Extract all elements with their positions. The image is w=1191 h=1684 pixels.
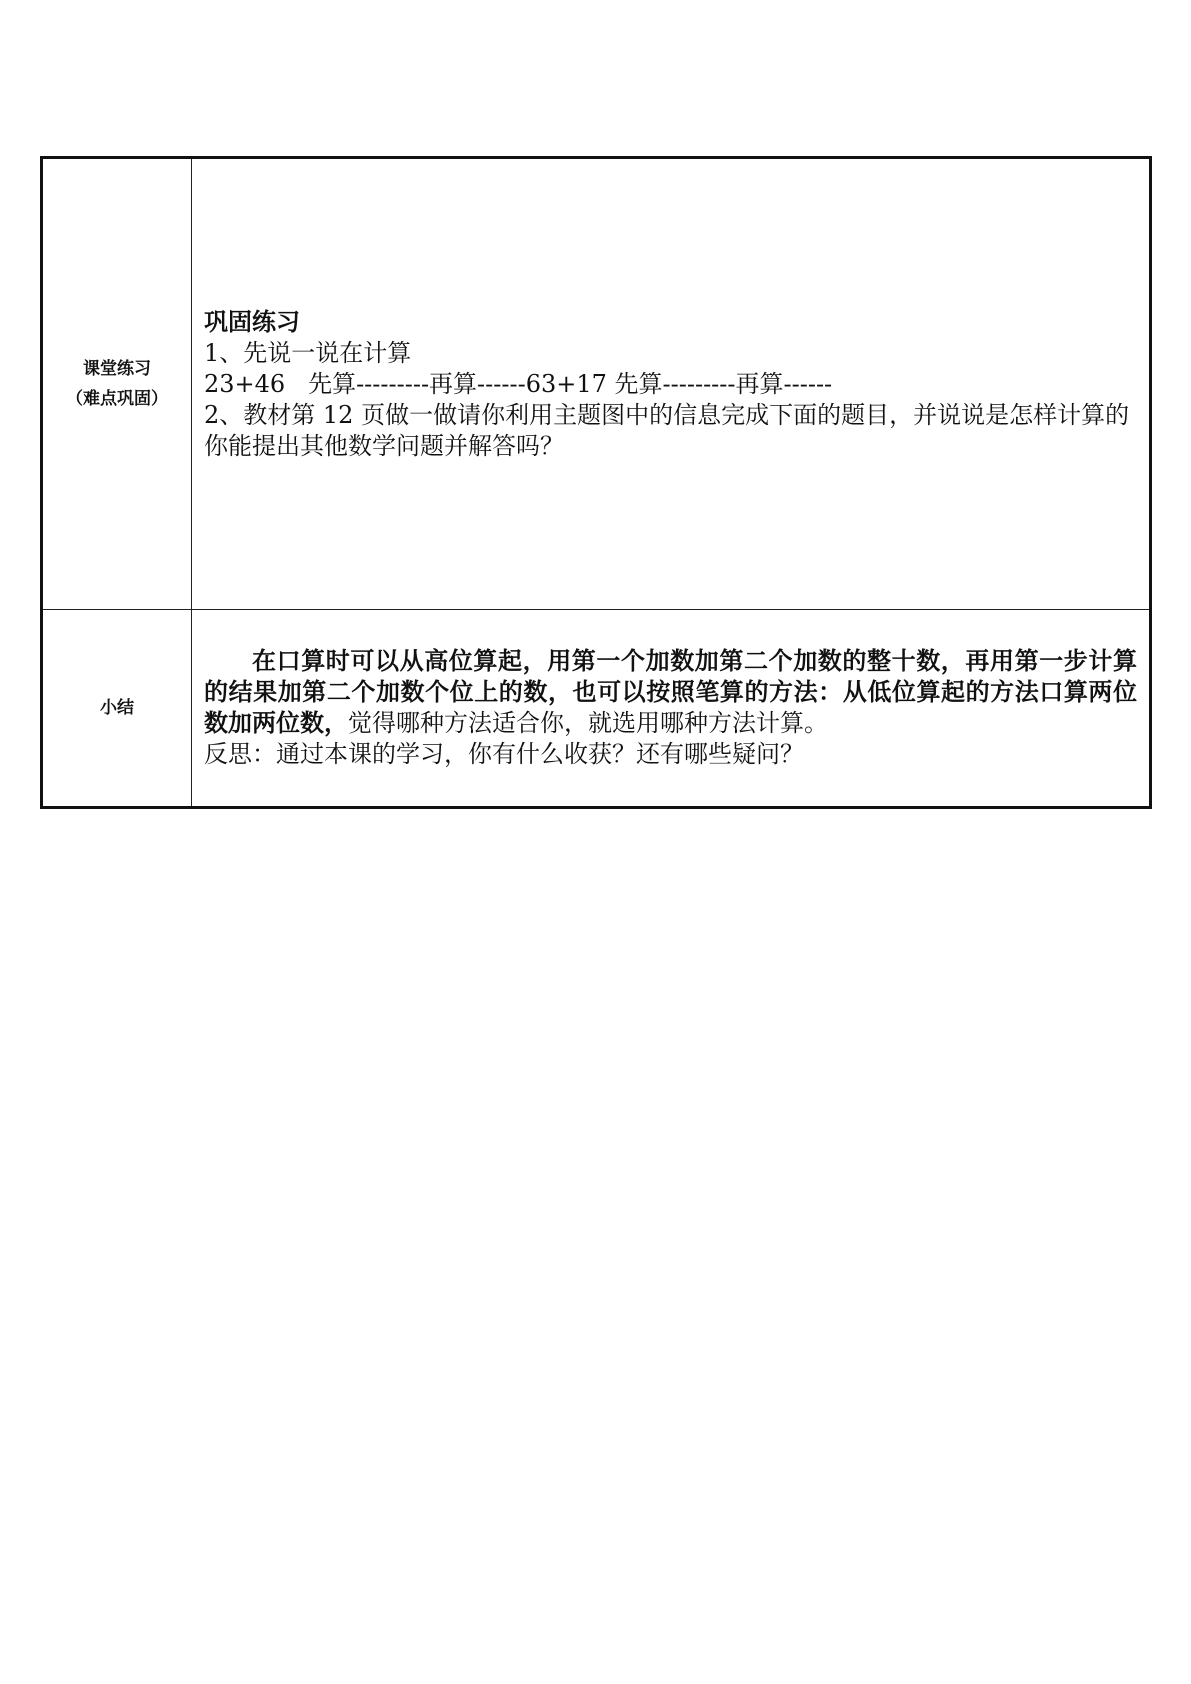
practice-content-cell [192, 158, 1151, 610]
summary-content-cell [192, 610, 1151, 808]
summary-content [204, 646, 1137, 770]
practice-item-3: 你能提出其他数学问题并解答吗？ [204, 432, 564, 460]
summary-bold-text: 在口算时可以从高位算起，用第一个加数加第二个加数的整十数，再用第一步计算的结果加第二个加数个位上的数，也可以按照笔算的方法：从低位算起的方法口算两位数加两位数， [204, 647, 1137, 737]
practice-item-1-calc: 23+46 先算---------再算------63+17 先算---------再算------ [204, 370, 833, 398]
practice-content [204, 306, 1137, 462]
practice-title: 巩固练习 [204, 308, 300, 336]
lesson-plan-table [40, 156, 1152, 809]
practice-item-1: 1、先说一说在计算 [204, 339, 412, 367]
practice-label: 课堂练习 [83, 359, 151, 379]
practice-label-cell [42, 158, 192, 610]
summary-paragraph [204, 646, 1137, 739]
practice-sublabel: （难点巩固） [66, 389, 168, 409]
summary-normal-text: 觉得哪种方法适合你，就选用哪种方法计算。 [348, 709, 828, 737]
summary-label-cell [42, 610, 192, 808]
summary-reflection: 反思：通过本课的学习，你有什么收获？还有哪些疑问？ [204, 740, 804, 768]
practice-item-2: 2、教材第 12 页做一做请你利用主题图中的信息完成下面的题目，并说说是怎样计算的 [204, 401, 1130, 429]
practice-row [42, 158, 1151, 610]
summary-row [42, 610, 1151, 808]
summary-label: 小结 [100, 698, 134, 718]
